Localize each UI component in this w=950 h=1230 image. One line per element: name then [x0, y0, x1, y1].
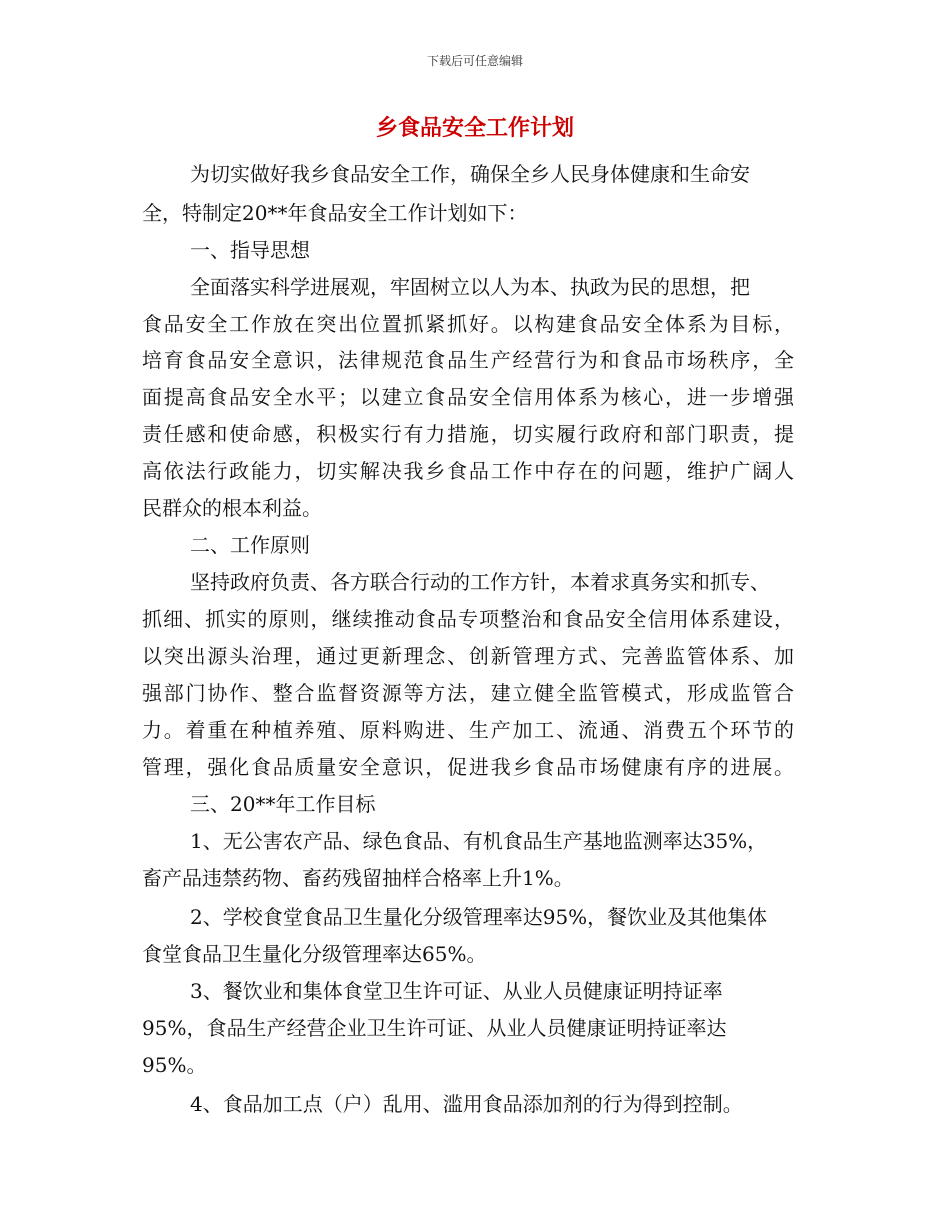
paragraph-line: 2、学校食堂食品卫生量化分级管理率达95%，餐饮业及其他集体 [190, 905, 768, 929]
paragraph-line: 责任感和使命感，积极实行有力措施，切实履行政府和部门职责，提 [142, 422, 794, 446]
paragraph-line: 管理，强化食品质量安全意识，促进我乡食品市场健康有序的进展。 [142, 755, 794, 779]
paragraph-line: 抓细、抓实的原则，继续推动食品专项整治和食品安全信用体系建设， [142, 607, 794, 631]
paragraph-line: 95%。 [142, 1053, 207, 1077]
paragraph-line: 强部门协作、整合监督资源等方法，建立健全监管模式，形成监管合 [142, 681, 794, 705]
paragraph-line: 畜产品违禁药物、畜药残留抽样合格率上升1%。 [142, 866, 574, 890]
paragraph-line: 面提高食品安全水平；以建立食品安全信用体系为核心，进一步增强 [142, 385, 794, 409]
paragraph-line: 1、无公害农产品、绿色食品、有机食品生产基地监测率达35%， [190, 829, 768, 853]
section-heading: 二、工作原则 [190, 533, 310, 557]
paragraph-line: 3、餐饮业和集体食堂卫生许可证、从业人员健康证明持证率 [190, 979, 723, 1003]
paragraph-line: 4、食品加工点（户）乱用、滥用食品添加剂的行为得到控制。 [190, 1092, 743, 1116]
section-heading: 一、指导思想 [190, 238, 310, 262]
section-heading: 三、20**年工作目标 [190, 792, 376, 816]
paragraph-line: 食品安全工作放在突出位置抓紧抓好。以构建食品安全体系为目标， [142, 312, 794, 336]
paragraph-line: 95%，食品生产经营企业卫生许可证、从业人员健康证明持证率达 [142, 1016, 727, 1040]
page-header-note: 下载后可任意编辑 [426, 54, 523, 68]
paragraph-line: 全面落实科学进展观，牢固树立以人为本、执政为民的思想，把 [190, 275, 750, 299]
document-title: 乡食品安全工作计划 [375, 115, 574, 141]
paragraph-line: 坚持政府负责、各方联合行动的工作方针，本着求真务实和抓专、 [190, 570, 770, 594]
paragraph-line: 为切实做好我乡食品安全工作，确保全乡人民身体健康和生命安 [190, 162, 750, 186]
paragraph-line: 全，特制定20**年食品安全工作计划如下： [142, 201, 528, 225]
paragraph-line: 食堂食品卫生量化分级管理率达65%。 [142, 942, 487, 966]
paragraph-line: 民群众的根本利益。 [142, 496, 322, 520]
paragraph-line: 力。着重在种植养殖、原料购进、生产加工、流通、消费五个环节的 [142, 718, 794, 742]
paragraph-line: 高依法行政能力，切实解决我乡食品工作中存在的问题，维护广阔人 [142, 459, 794, 483]
paragraph-line: 以突出源头治理，通过更新理念、创新管理方式、完善监管体系、加 [142, 644, 794, 668]
paragraph-line: 培育食品安全意识，法律规范食品生产经营行为和食品市场秩序，全 [142, 348, 794, 372]
